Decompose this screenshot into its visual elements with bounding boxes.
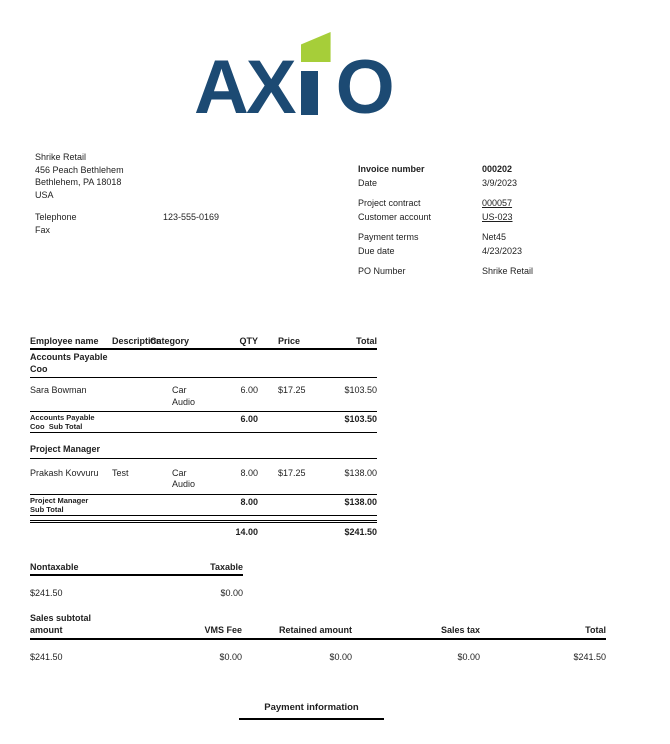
logo-text-ax: AX bbox=[194, 45, 294, 130]
sales-tax-value: $0.00 bbox=[457, 652, 480, 662]
po-number-value: Shrike Retail bbox=[482, 266, 534, 276]
telephone-label: Telephone bbox=[35, 211, 77, 222]
due-date-row bbox=[358, 246, 638, 260]
customer-account-row bbox=[358, 212, 638, 226]
customer-account-link[interactable]: US-023 bbox=[482, 212, 513, 222]
vms-fee-header: VMS Fee bbox=[204, 624, 242, 635]
payment-terms-value: Net45 bbox=[482, 232, 507, 242]
totals-header-row bbox=[30, 613, 606, 640]
invoice-date-row bbox=[358, 178, 638, 192]
seller-address-line2: Bethlehem, PA 18018 bbox=[35, 177, 122, 188]
logo-green-flag-icon bbox=[301, 32, 331, 62]
group-title: Accounts Payable Coo bbox=[30, 352, 108, 374]
column-header-total: Total bbox=[356, 336, 377, 346]
subtotal-qty: 8.00 bbox=[240, 496, 258, 507]
grand-total-spacer bbox=[258, 527, 307, 537]
group-header-project-manager bbox=[30, 433, 377, 459]
grand-total-qty: 14.00 bbox=[235, 527, 258, 538]
axio-logo bbox=[194, 32, 392, 130]
telephone-row bbox=[35, 211, 335, 225]
qty-cell: 6.00 bbox=[240, 385, 258, 395]
invoice-date-value: 3/9/2023 bbox=[482, 178, 518, 188]
payment-terms-label: Payment terms bbox=[358, 232, 419, 242]
line-items-table bbox=[30, 336, 377, 537]
total-header: Total bbox=[585, 624, 606, 635]
subtotal-qty: 6.00 bbox=[240, 414, 258, 424]
due-date-label: Due date bbox=[358, 246, 395, 256]
sales-subtotal-amount-value: $241.50 bbox=[30, 652, 63, 662]
project-contract-row bbox=[358, 198, 638, 212]
po-number-row bbox=[358, 266, 638, 280]
invoice-number-label: Invoice number bbox=[358, 164, 425, 174]
group-title: Project Manager bbox=[30, 444, 101, 455]
invoice-number-row bbox=[358, 164, 638, 178]
description-cell: Test bbox=[112, 467, 129, 478]
seller-contact-block bbox=[35, 211, 335, 238]
column-header-description: Description bbox=[112, 336, 162, 346]
seller-name: Shrike Retail bbox=[35, 152, 87, 162]
employee-cell: Prakash Kovvuru bbox=[30, 467, 99, 478]
vms-fee-value: $0.00 bbox=[219, 652, 242, 662]
invoice-date-label: Date bbox=[358, 178, 378, 188]
due-date-value: 4/23/2023 bbox=[482, 246, 523, 256]
nontaxable-value: $241.50 bbox=[30, 588, 63, 598]
logo-i-stem bbox=[301, 71, 318, 115]
retained-amount-header: Retained amount bbox=[278, 624, 352, 635]
taxable-header: Taxable bbox=[210, 562, 243, 572]
description-cell bbox=[112, 385, 150, 408]
item-row-sara-bowman bbox=[30, 378, 377, 412]
category-cell bbox=[150, 385, 208, 408]
total-value: $241.50 bbox=[573, 652, 606, 662]
column-header-price: Price bbox=[278, 336, 301, 346]
tax-summary-table bbox=[30, 562, 243, 598]
subtotal-label: Project Manager Sub Total bbox=[30, 495, 91, 514]
retained-amount-value: $0.00 bbox=[329, 652, 352, 662]
column-header-employee-name: Employee name bbox=[30, 336, 99, 346]
subtotal-row-accounts-payable bbox=[30, 412, 377, 433]
total-cell: $103.50 bbox=[344, 385, 377, 395]
totals-values-row bbox=[30, 652, 606, 662]
nontaxable-header: Nontaxable bbox=[30, 562, 79, 572]
subtotal-total: $103.50 bbox=[344, 414, 377, 424]
subtotal-spacer bbox=[258, 414, 307, 431]
fax-row bbox=[35, 224, 335, 238]
subtotal-row-project-manager bbox=[30, 495, 377, 516]
column-header-category: Category bbox=[150, 336, 190, 346]
tax-summary-values-row bbox=[30, 588, 243, 598]
qty-cell: 8.00 bbox=[240, 467, 258, 478]
column-header-qty: QTY bbox=[239, 336, 258, 346]
grand-total-spacer bbox=[30, 527, 208, 537]
logo-letter-i bbox=[301, 32, 331, 115]
invoice-number-value: 000202 bbox=[482, 164, 513, 174]
seller-country: USA bbox=[35, 190, 54, 201]
payment-information-title: Payment information bbox=[239, 702, 384, 720]
seller-address-block bbox=[35, 151, 335, 238]
taxable-value: $0.00 bbox=[220, 588, 243, 598]
project-contract-link[interactable]: 000057 bbox=[482, 198, 513, 208]
group-header-accounts-payable bbox=[30, 350, 377, 378]
price-cell: $17.25 bbox=[278, 385, 306, 395]
sales-subtotal-amount-header: Sales subtotal amount bbox=[30, 613, 92, 635]
po-number-label: PO Number bbox=[358, 266, 406, 276]
category-cell bbox=[150, 468, 208, 491]
project-contract-label: Project contract bbox=[358, 198, 421, 208]
subtotal-label: Accounts Payable Coo Sub Total bbox=[30, 413, 97, 431]
category-value: Car Audio bbox=[172, 385, 196, 407]
subtotal-total: $138.00 bbox=[344, 496, 377, 507]
fax-label: Fax bbox=[35, 225, 51, 236]
telephone-value: 123-555-0169 bbox=[163, 211, 220, 222]
customer-account-label: Customer account bbox=[358, 212, 432, 222]
item-row-prakash-kovvuru bbox=[30, 459, 377, 495]
payment-terms-row bbox=[358, 232, 638, 246]
logo-text-o: O bbox=[335, 45, 392, 130]
sales-tax-header: Sales tax bbox=[440, 624, 480, 635]
grand-total-amount: $241.50 bbox=[344, 527, 377, 538]
invoice-meta-block bbox=[358, 164, 638, 280]
total-cell: $138.00 bbox=[344, 467, 377, 478]
employee-cell: Sara Bowman bbox=[30, 385, 87, 395]
totals-summary-table bbox=[30, 613, 606, 662]
grand-total-row bbox=[30, 523, 377, 537]
subtotal-spacer bbox=[258, 497, 307, 514]
price-cell: $17.25 bbox=[278, 467, 306, 478]
tax-summary-header-row bbox=[30, 562, 243, 576]
line-items-header-row bbox=[30, 336, 377, 350]
category-value: Car Audio bbox=[172, 467, 196, 490]
seller-address-line1: 456 Peach Bethlehem bbox=[35, 164, 124, 175]
